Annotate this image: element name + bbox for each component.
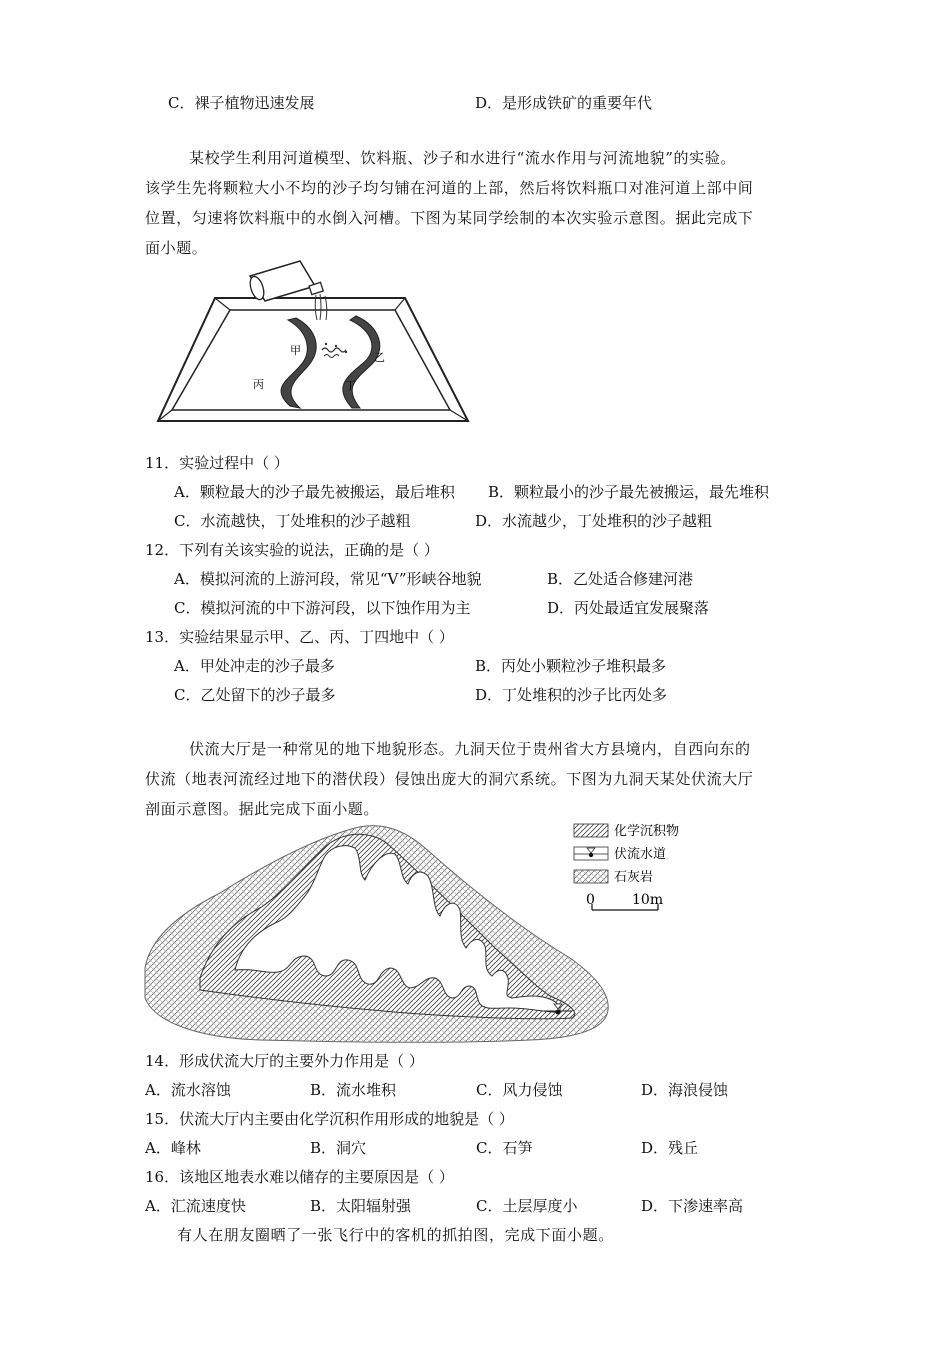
q15-option-d: D．残丘 xyxy=(641,1139,699,1157)
q15-option-b: B．洞穴 xyxy=(310,1139,367,1157)
q11-option-d: D．水流越少，丁处堆积的沙子越粗 xyxy=(475,512,713,530)
q12-stem: 12．下列有关该实验的说法，正确的是（ ） xyxy=(145,541,439,559)
q15-stem: 15．伏流大厅内主要由化学沉积作用形成的地貌是（ ） xyxy=(145,1110,514,1128)
scale-start: 0 xyxy=(586,892,595,908)
q13-stem: 13．实验结果显示甲、乙、丙、丁四地中（ ） xyxy=(145,628,454,646)
q12-option-a: A．模拟河流的上游河段，常见“V”形峡谷地貌 xyxy=(174,570,482,588)
q11-stem: 11．实验过程中（ ） xyxy=(145,454,289,472)
q15-option-c: C．石笋 xyxy=(476,1139,533,1157)
legend-swatch-chemical xyxy=(574,824,608,837)
intro1-line-1: 某校学生利用河道模型、饮料瓶、沙子和水进行“流水作用与河流地貌”的实验。 xyxy=(189,149,736,167)
intro-paragraph-3: 有人在朋友圈晒了一张飞行中的客机的抓拍图，完成下面小题。 xyxy=(177,1226,614,1244)
q14-stem: 14．形成伏流大厅的主要外力作用是（ ） xyxy=(145,1052,424,1070)
legend-label-chemical: 化学沉积物 xyxy=(614,824,680,839)
legend xyxy=(574,823,679,910)
q12-option-d: D．丙处最适宜发展聚落 xyxy=(547,599,710,617)
legend-label-river: 伏流水道 xyxy=(614,847,667,862)
q16-option-b: B．太阳辐射强 xyxy=(310,1197,412,1215)
q13-option-d: D．丁处堆积的沙子比丙处多 xyxy=(475,686,668,704)
label-bing: 丙 xyxy=(253,378,264,391)
bottle-icon xyxy=(248,261,324,301)
q13-option-a: A．甲处冲走的沙子最多 xyxy=(174,657,335,675)
q14-option-b: B．流水堆积 xyxy=(310,1081,397,1099)
q15-option-a: A．峰林 xyxy=(145,1139,201,1157)
q16-option-d: D．下渗速率高 xyxy=(641,1197,744,1215)
label-jia: 甲 xyxy=(290,344,301,357)
q12-option-c: C．模拟河流的中下游河段，以下蚀作用为主 xyxy=(174,599,471,617)
intro2-line-3: 剖面示意图。据此完成下面小题。 xyxy=(145,800,380,818)
q14-option-c: C．风力侵蚀 xyxy=(476,1081,563,1099)
cave-section-figure xyxy=(140,818,700,1050)
q13-option-c: C．乙处留下的沙子最多 xyxy=(174,686,336,704)
legend-swatch-river xyxy=(574,847,608,860)
scale-end: 10m xyxy=(632,892,664,908)
q11-option-a: A．颗粒最大的沙子最先被搬运，最后堆积 xyxy=(174,483,455,501)
q14-option-d: D．海浪侵蚀 xyxy=(641,1081,729,1099)
q10-option-c: C．裸子植物迅速发展 xyxy=(168,94,315,112)
q13-option-b: B．丙处小颗粒沙子堆积最多 xyxy=(475,657,667,675)
intro1-line-3: 位置，匀速将饮料瓶中的水倒入河槽。下图为某同学绘制的本次实验示意图。据此完成下 xyxy=(145,209,754,227)
q10-option-d: D．是形成铁矿的重要年代 xyxy=(475,94,653,112)
intro1-line-2: 该学生先将颗粒大小不均的沙子均匀铺在河道的上部，然后将饮料瓶口对准河道上部中间 xyxy=(145,179,754,197)
label-yi: 乙 xyxy=(374,351,385,364)
q12-option-b: B．乙处适合修建河港 xyxy=(547,570,694,588)
legend-label-limestone: 石灰岩 xyxy=(614,870,654,885)
intro2-line-1: 伏流大厅是一种常见的地下地貌形态。九洞天位于贵州省大方县境内，自西向东的 xyxy=(189,740,751,758)
q11-option-c: C．水流越快，丁处堆积的沙子越粗 xyxy=(174,512,411,530)
river-experiment-figure xyxy=(150,258,480,443)
label-ding: 丁 xyxy=(345,379,356,392)
intro2-line-2: 伏流（地表河流经过地下的潜伏段）侵蚀出庞大的洞穴系统。下图为九洞天某处伏流大厅 xyxy=(145,770,754,788)
intro-paragraph-2 xyxy=(145,734,805,824)
q16-stem: 16．该地区地表水难以储存的主要原因是（ ） xyxy=(145,1168,454,1186)
q14-option-a: A．流水溶蚀 xyxy=(145,1081,231,1099)
legend-swatch-limestone xyxy=(574,870,608,883)
intro-paragraph-1 xyxy=(145,143,805,263)
q16-option-a: A．汇流速度快 xyxy=(145,1197,246,1215)
q11-option-b: B．颗粒最小的沙子最先被搬运，最先堆积 xyxy=(488,483,770,501)
intro1-line-4: 面小题。 xyxy=(145,239,208,257)
q16-option-c: C．土层厚度小 xyxy=(476,1197,578,1215)
